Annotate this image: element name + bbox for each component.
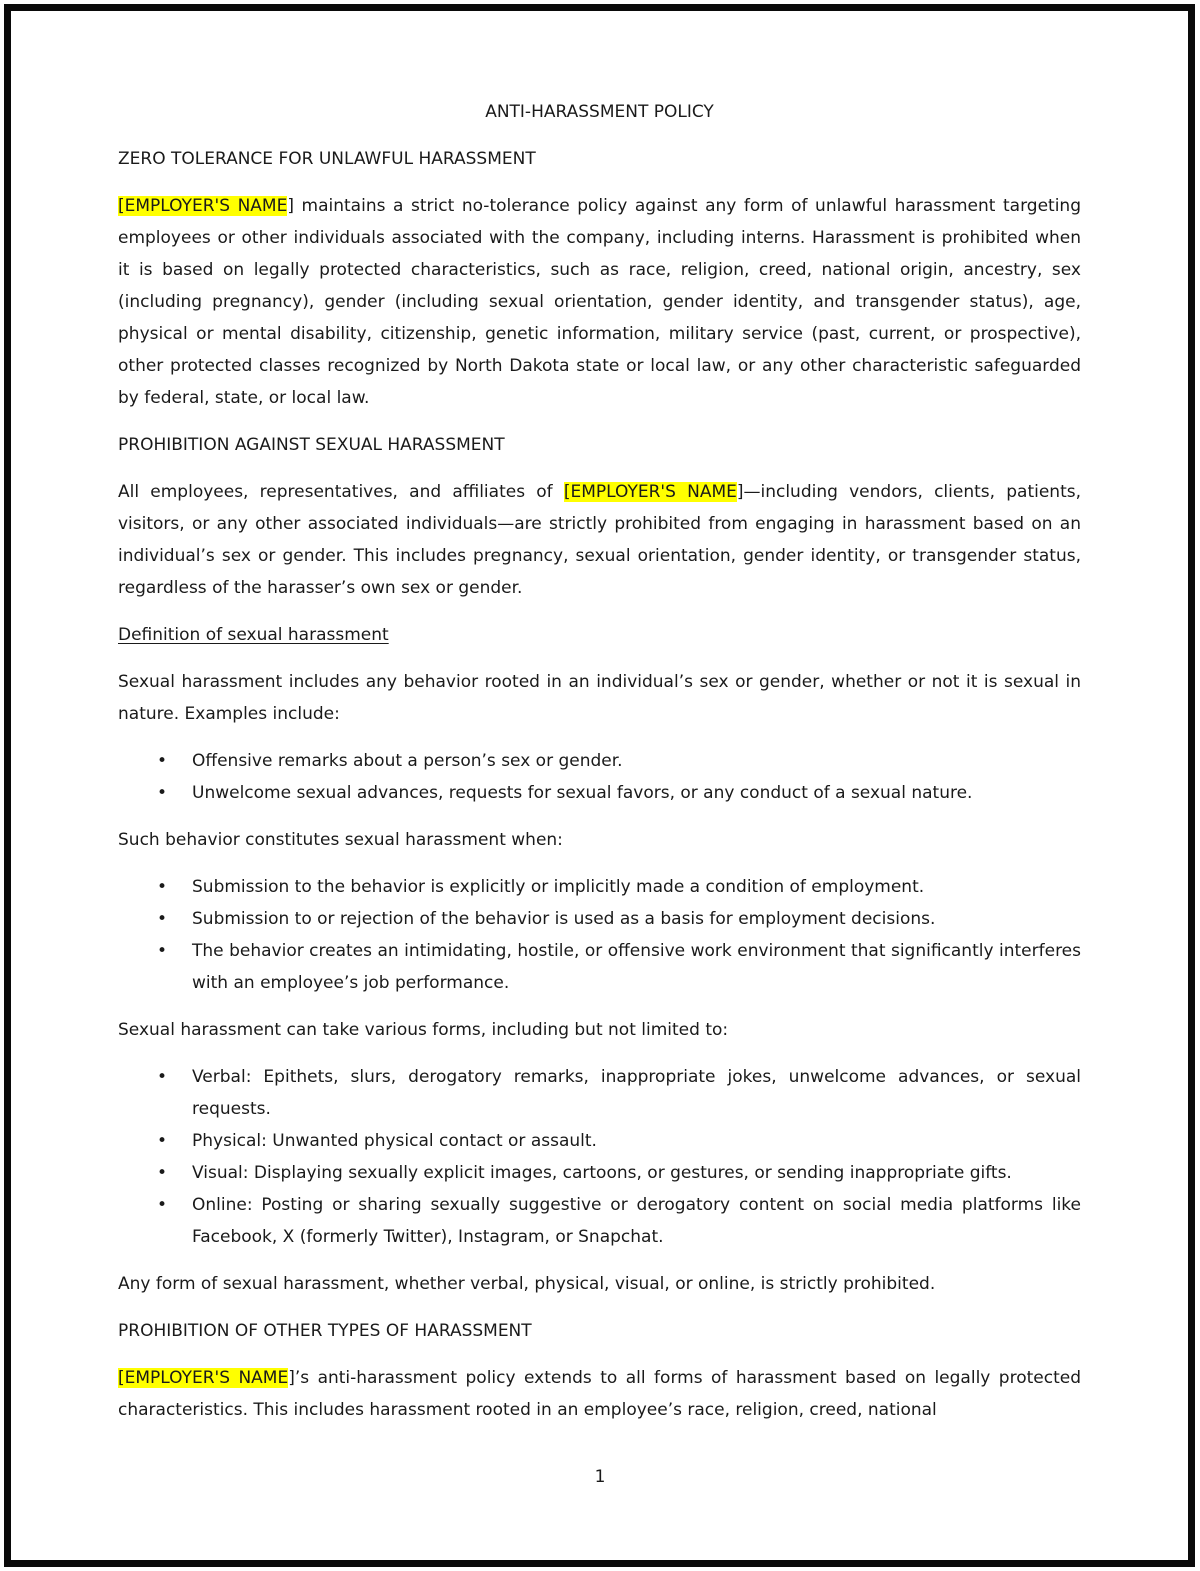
text-segment: ]’s anti-harassment policy extends to all forms of harassment based on legally protected characteristics. This includes harassment rooted in an employee’s race, religion, creed, national: [118, 1368, 1081, 1420]
bullet-item: • Physical: Unwanted physical contact or assault.: [118, 1125, 1081, 1157]
text-segment: All employees, representatives, and affiliates of: [118, 482, 564, 502]
text-segment: Such behavior constitutes sexual harassment when:: [118, 830, 563, 850]
bullet-item: • Unwelcome sexual advances, requests for sexual favors, or any conduct of a sexual nature.: [118, 777, 1081, 809]
text-segment: Sexual harassment includes any behavior rooted in an individual’s sex or gender, whether or not it is sexual in nature. Examples include:: [118, 672, 1081, 724]
bullet-item: • Visual: Displaying sexually explicit images, cartoons, or gestures, or sending inappropriate gifts.: [118, 1157, 1081, 1189]
subsection-heading: Definition of sexual harassment: [118, 625, 389, 645]
bullet-item: • Submission to or rejection of the behavior is used as a basis for employment decisions.: [118, 903, 1081, 935]
body-paragraph: [118, 190, 1081, 414]
section-heading: PROHIBITION OF OTHER TYPES OF HARASSMENT: [118, 1321, 532, 1341]
page-content: [118, 96, 1081, 1441]
text-segment: Any form of sexual harassment, whether verbal, physical, visual, or online, is strictly prohibited.: [118, 1274, 936, 1294]
bullet-item: • Verbal: Epithets, slurs, derogatory remarks, inappropriate jokes, unwelcome advances, or sexual requests.: [118, 1061, 1081, 1125]
employer-name-placeholder: [EMPLOYER'S NAME: [118, 1368, 289, 1388]
body-paragraph: [118, 824, 1081, 856]
page-number: 1: [594, 1467, 606, 1487]
bullet-item: • Offensive remarks about a person’s sex or gender.: [118, 745, 1081, 777]
body-paragraph: [118, 1268, 1081, 1300]
body-paragraph: [118, 1014, 1081, 1046]
body-paragraph: [118, 1362, 1081, 1426]
bullet-item: • The behavior creates an intimidating, hostile, or offensive work environment that significantly interferes with an employee’s job performance.: [118, 935, 1081, 999]
body-paragraph: [118, 666, 1081, 730]
section-heading: PROHIBITION AGAINST SEXUAL HARASSMENT: [118, 435, 505, 455]
bullet-item: • Submission to the behavior is explicitly or implicitly made a condition of employment.: [118, 871, 1081, 903]
text-segment: Sexual harassment can take various forms, including but not limited to:: [118, 1020, 729, 1040]
bullet-item: • Online: Posting or sharing sexually suggestive or derogatory content on social media platforms like Facebook, X (formerly Twitter), Instagram, or Snapchat.: [118, 1189, 1081, 1253]
employer-name-placeholder: [EMPLOYER'S NAME: [563, 482, 737, 502]
section-heading: ZERO TOLERANCE FOR UNLAWFUL HARASSMENT: [118, 149, 536, 169]
bullet-list: [118, 1061, 1081, 1253]
document-title: ANTI-HARASSMENT POLICY: [485, 102, 714, 122]
text-segment: ]—including vendors, clients, patients, visitors, or any other associated individuals—are strictly prohibited from engaging in harassment based on an individual’s sex or gender. This includes pregnancy, sexual orientation, gender identity, or transgender status, regardless of the harasser’s own sex or gender.: [118, 482, 1081, 598]
text-segment: ] maintains a strict no-tolerance policy against any form of unlawful harassment targeting employees or other individuals associated with the company, including interns. Harassment is prohibited when it is based on legally protected characteristics, such as race, religion, creed, national origin, ancestry, sex (including pregnancy), gender (including sexual orientation, gender identity, and transgender status), age, physical or mental disability, citizenship, genetic information, military service (past, current, or prospective), other protected classes recognized by North Dakota state or local law, or any other characteristic safeguarded by federal, state, or local law.: [118, 196, 1081, 408]
employer-name-placeholder: [EMPLOYER'S NAME: [118, 196, 288, 216]
bullet-list: [118, 871, 1081, 999]
body-paragraph: [118, 476, 1081, 604]
document-body: [118, 143, 1081, 1426]
bullet-list: [118, 745, 1081, 809]
